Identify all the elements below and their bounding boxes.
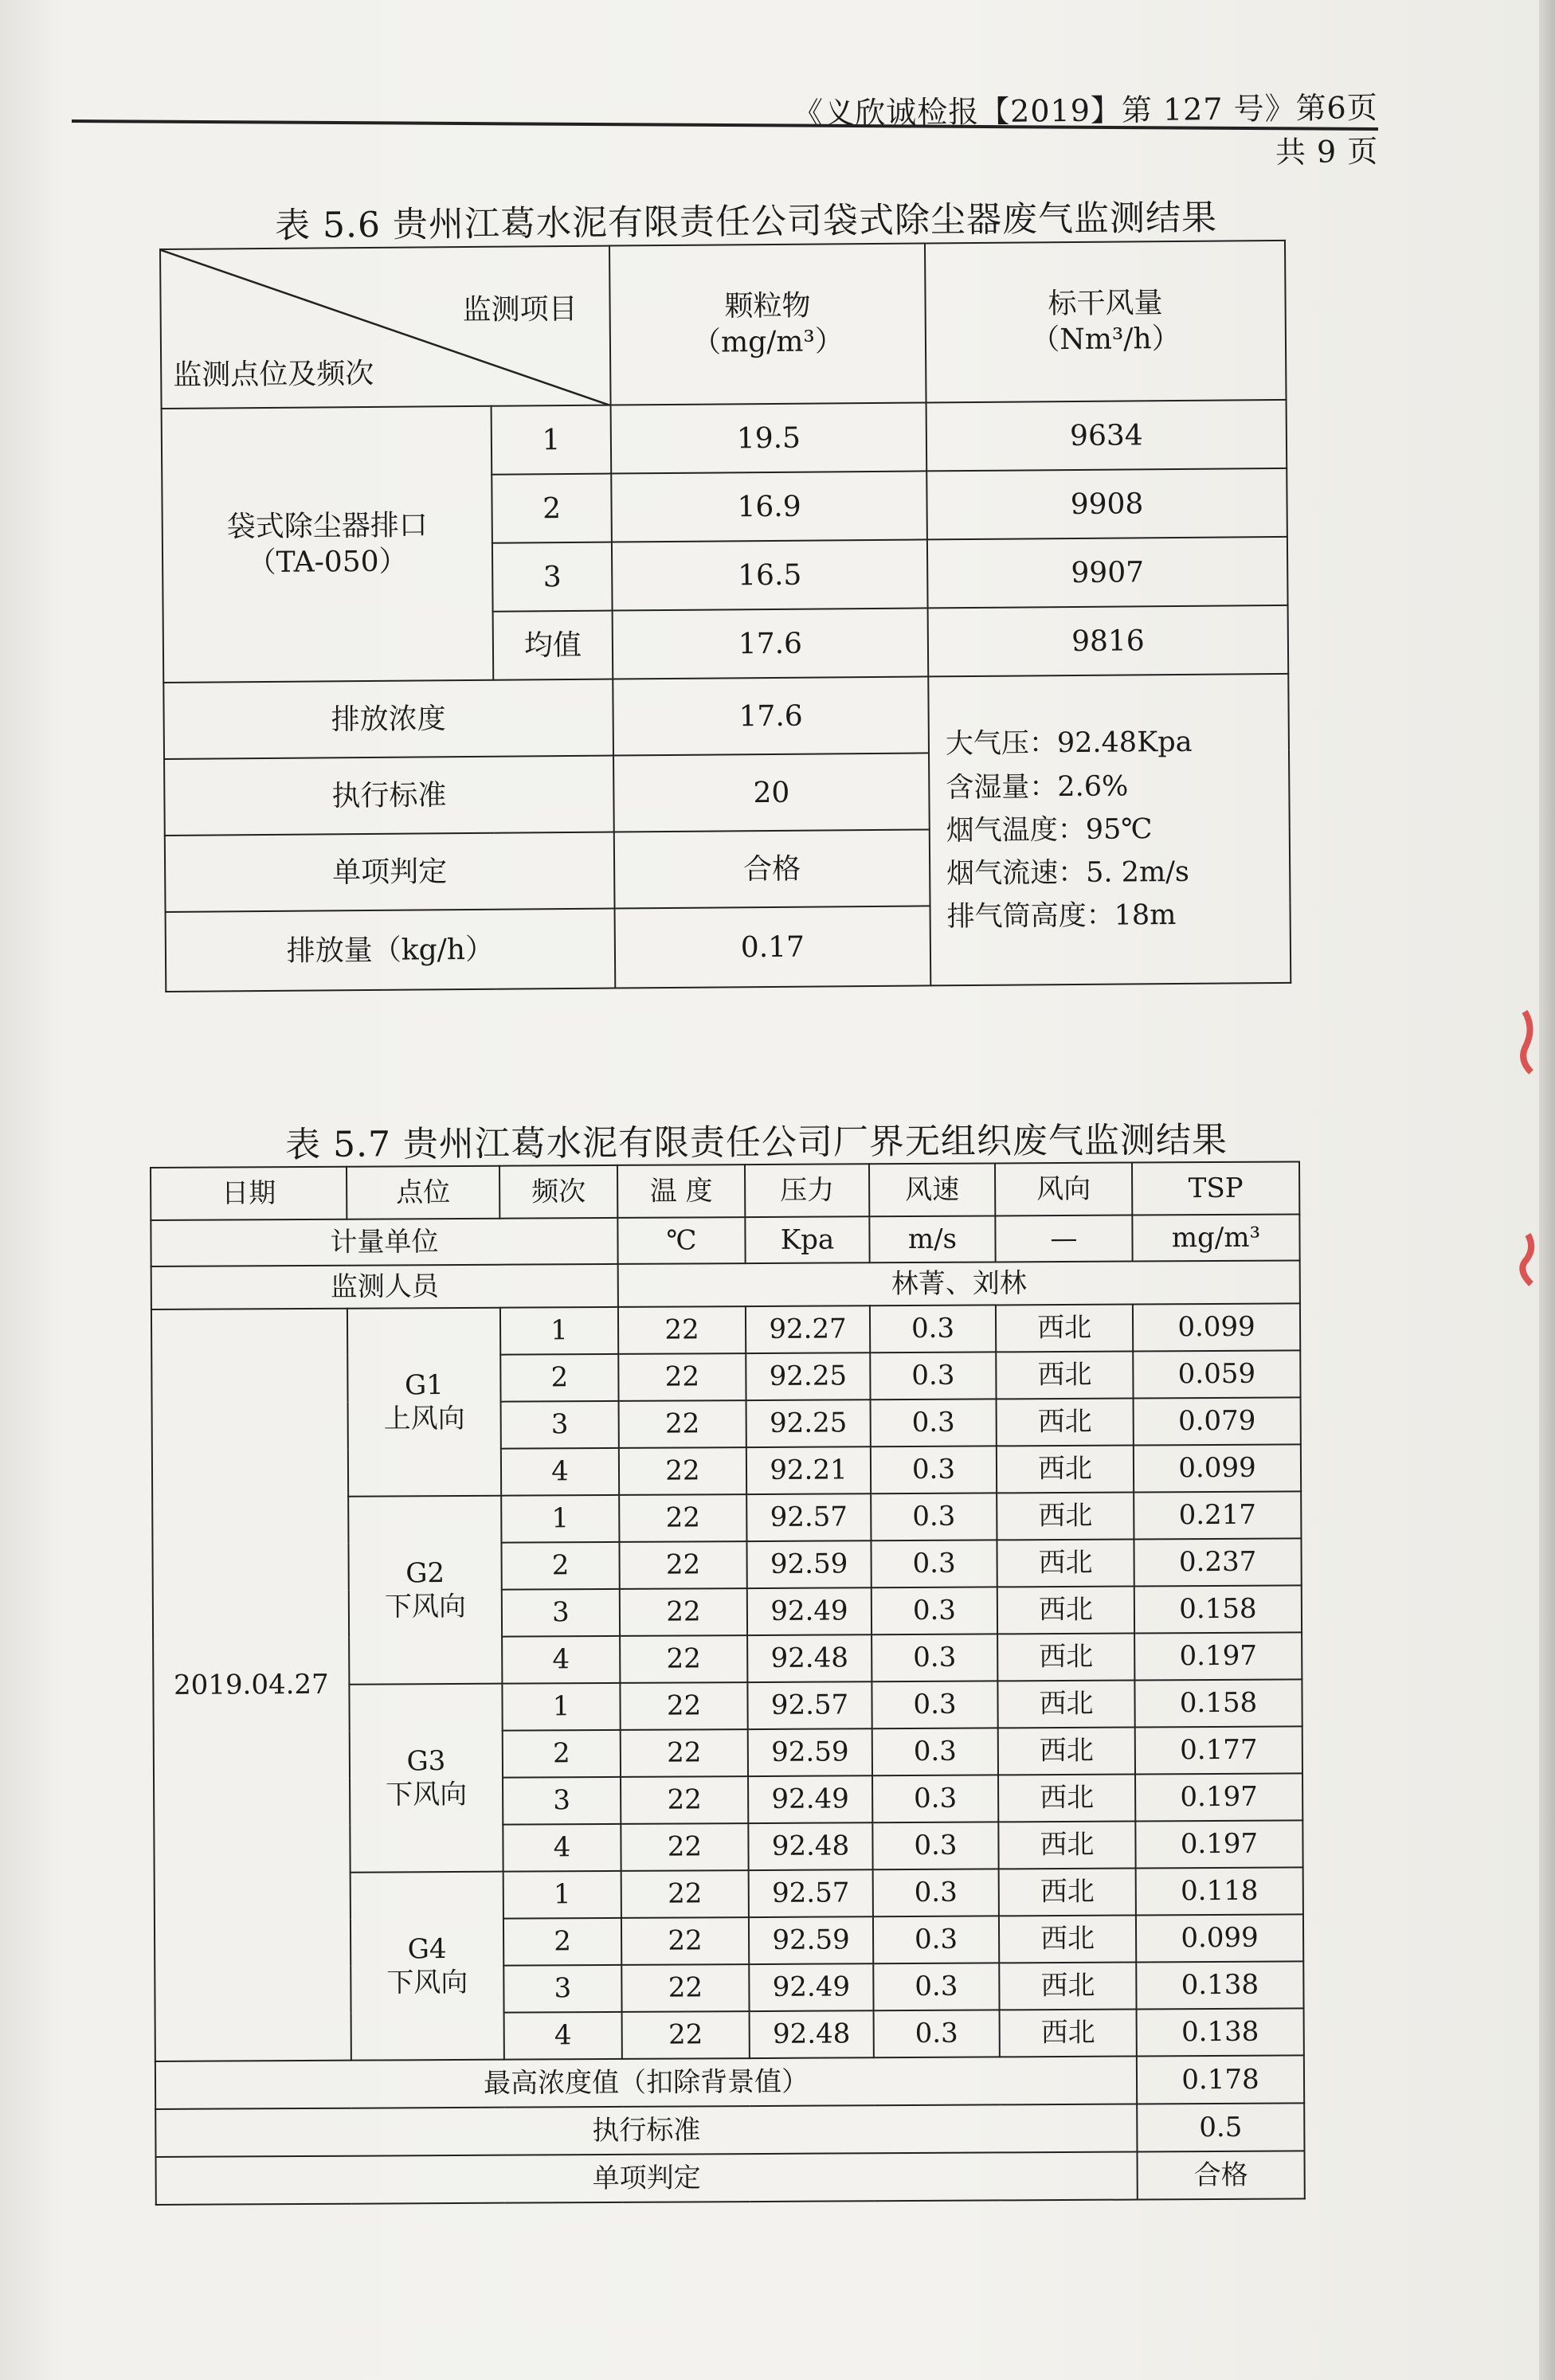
col-header-particulate-unit: （mg/m³）	[691, 325, 844, 359]
pressure-cell: 92.57	[747, 1681, 872, 1729]
freq-cell: 3	[503, 1777, 621, 1825]
temperature-cell: 22	[621, 1964, 749, 2012]
flow-cell: 9816	[928, 605, 1289, 677]
tsp-cell: 0.079	[1134, 1397, 1301, 1445]
temperature-cell: 22	[619, 1494, 746, 1542]
temperature-cell: 22	[622, 2011, 750, 2059]
wind-direction-cell: 西北	[997, 1493, 1134, 1540]
pressure-cell: 92.25	[746, 1352, 870, 1400]
unit-wind-speed: m/s	[869, 1215, 995, 1262]
freq-cell: 4	[502, 1636, 620, 1684]
temperature-cell: 22	[620, 1682, 747, 1730]
freq-cell: 2	[500, 1354, 618, 1402]
header-temperature: 温 度	[617, 1165, 745, 1218]
pressure-cell: 92.27	[746, 1305, 870, 1353]
point-code: G4	[407, 1932, 447, 1965]
point-cell	[347, 1308, 501, 1497]
freq-cell: 4	[501, 1448, 619, 1496]
standard-label: 执行标准	[155, 2104, 1137, 2157]
tsp-cell: 0.217	[1134, 1491, 1301, 1539]
wind-speed-cell: 0.3	[874, 2010, 1000, 2057]
freq-cell: 2	[503, 1730, 621, 1778]
baghouse-results-table	[159, 240, 1291, 992]
freq-cell: 3	[502, 1589, 620, 1637]
particulate-cell: 16.5	[612, 539, 928, 610]
unit-wind-direction: —	[995, 1215, 1132, 1262]
temperature-cell: 22	[621, 1823, 748, 1871]
corner-label-items: 监测项目	[462, 292, 578, 327]
max-concentration-label: 最高浓度值（扣除背景值）	[155, 2057, 1137, 2109]
note-gas-temperature: 烟气温度：95℃	[946, 813, 1153, 847]
point-direction: 下风向	[384, 1590, 467, 1623]
wind-speed-cell: 0.3	[870, 1305, 996, 1352]
freq-cell: 1	[503, 1871, 621, 1919]
freq-cell: 2	[503, 1918, 621, 1966]
pressure-cell: 92.59	[749, 1916, 873, 1964]
red-seal-fragment	[1509, 996, 1539, 1330]
flow-cell: 9634	[926, 400, 1287, 472]
point-cell	[349, 1684, 503, 1873]
header-wind-direction: 风向	[995, 1163, 1132, 1216]
table-row	[151, 1303, 1300, 1356]
wind-direction-cell: 西北	[997, 1540, 1134, 1587]
unit-tsp: mg/m³	[1132, 1214, 1299, 1261]
staff-label: 监测人员	[151, 1264, 618, 1309]
particulate-cell: 16.9	[611, 471, 927, 542]
summary-label: 排放浓度	[163, 679, 613, 759]
temperature-cell: 22	[618, 1306, 746, 1354]
col-header-flow-name: 标干风量	[1048, 287, 1163, 321]
freq-cell: 3	[492, 542, 613, 612]
pressure-cell: 92.57	[749, 1869, 873, 1917]
wind-speed-cell: 0.3	[872, 1634, 997, 1681]
judgement-label: 单项判定	[156, 2152, 1138, 2205]
summary-value: 合格	[614, 829, 930, 908]
note-pressure: 大气压：92.48Kpa	[945, 726, 1193, 761]
measurement-rows	[151, 1303, 1304, 2061]
wind-speed-cell: 0.3	[873, 1869, 999, 1916]
point-cell	[351, 1872, 504, 2061]
wind-direction-cell: 西北	[999, 1869, 1136, 1916]
wind-direction-cell: 西北	[997, 1634, 1134, 1681]
point-code: G2	[405, 1556, 445, 1589]
point-direction: 上风向	[383, 1402, 465, 1435]
wind-direction-cell: 西北	[998, 1775, 1135, 1822]
temperature-cell: 22	[620, 1635, 747, 1683]
conditions-notes	[928, 674, 1291, 986]
freq-cell: 1	[500, 1307, 618, 1355]
header-pressure: 压力	[745, 1164, 869, 1217]
temperature-cell: 22	[621, 1917, 749, 1965]
point-code: G3	[406, 1744, 446, 1777]
judgement-value: 合格	[1137, 2151, 1304, 2199]
tsp-cell: 0.237	[1134, 1538, 1301, 1586]
diagonal-header-cell	[160, 246, 611, 409]
temperature-cell: 22	[621, 1870, 749, 1918]
pressure-cell: 92.49	[747, 1587, 872, 1635]
report-header: 《义欣诚检报【2019】第 127 号》第6页共 9 页	[792, 89, 1379, 170]
wind-speed-cell: 0.3	[872, 1775, 998, 1822]
wind-speed-cell: 0.3	[870, 1352, 996, 1399]
freq-cell: 1	[502, 1683, 620, 1731]
header-date: 日期	[151, 1167, 347, 1220]
header-point: 点位	[347, 1166, 499, 1219]
max-concentration-value: 0.178	[1137, 2055, 1304, 2104]
summary-value: 20	[613, 753, 930, 832]
unit-pressure: Kpa	[745, 1216, 869, 1263]
freq-cell: 1	[492, 405, 612, 475]
summary-label: 排放量（kg/h）	[166, 909, 616, 992]
pressure-cell: 92.48	[750, 2010, 874, 2058]
summary-label: 执行标准	[164, 756, 614, 836]
point-code: G1	[404, 1368, 444, 1401]
wind-speed-cell: 0.3	[873, 1963, 999, 2010]
freq-cell: 2	[492, 474, 612, 543]
wind-direction-cell: 西北	[997, 1681, 1134, 1728]
tsp-cell: 0.158	[1134, 1679, 1302, 1727]
particulate-cell: 17.6	[613, 608, 929, 679]
wind-direction-cell: 西北	[997, 1446, 1134, 1493]
freq-cell: 4	[504, 2012, 622, 2060]
unit-temperature: ℃	[617, 1217, 745, 1264]
point-direction: 下风向	[386, 1966, 468, 1999]
tsp-cell: 0.118	[1136, 1867, 1303, 1915]
pressure-cell: 92.48	[748, 1822, 872, 1870]
wind-speed-cell: 0.3	[871, 1540, 997, 1587]
pressure-cell: 92.49	[749, 1963, 873, 2011]
tsp-cell: 0.099	[1133, 1303, 1300, 1351]
freq-cell: 均值	[493, 611, 613, 680]
wind-speed-cell: 0.3	[872, 1587, 997, 1634]
point-direction: 下风向	[386, 1778, 468, 1811]
tsp-cell: 0.197	[1135, 1820, 1302, 1868]
note-gas-velocity: 烟气流速：5. 2m/s	[946, 855, 1190, 891]
temperature-cell: 22	[619, 1400, 746, 1448]
fugitive-emission-table	[150, 1161, 1306, 2206]
freq-cell: 3	[503, 1965, 621, 2013]
location-name: 袋式除尘器排口	[226, 509, 428, 544]
col-header-particulate-name: 颗粒物	[724, 289, 811, 323]
page-edge-shadow	[1539, 0, 1555, 2380]
units-label: 计量单位	[151, 1218, 617, 1266]
corner-label-points: 监测点位及频次	[173, 357, 374, 392]
standard-value: 0.5	[1137, 2103, 1304, 2151]
freq-cell: 1	[501, 1495, 619, 1543]
flow-cell: 9908	[926, 468, 1287, 540]
wind-speed-cell: 0.3	[871, 1446, 997, 1493]
wind-direction-cell: 西北	[996, 1305, 1133, 1352]
wind-direction-cell: 西北	[996, 1352, 1133, 1399]
freq-cell: 2	[501, 1542, 619, 1590]
pressure-cell: 92.48	[747, 1634, 872, 1682]
location-code: （TA-050）	[247, 545, 408, 580]
wind-direction-cell: 西北	[999, 1963, 1136, 2010]
col-header-flow-unit: （Nm³/h）	[1031, 322, 1181, 357]
pressure-cell: 92.21	[746, 1446, 871, 1494]
temperature-cell: 22	[621, 1776, 748, 1824]
location-cell	[162, 406, 494, 683]
summary-label: 单项判定	[165, 832, 615, 912]
pressure-cell: 92.57	[746, 1493, 871, 1541]
wind-speed-cell: 0.3	[872, 1728, 998, 1775]
wind-direction-cell: 西北	[997, 1587, 1134, 1634]
particulate-cell: 19.5	[611, 402, 927, 473]
header-freq: 频次	[499, 1165, 617, 1219]
tsp-cell: 0.197	[1135, 1773, 1302, 1821]
summary-value: 0.17	[615, 906, 931, 988]
temperature-cell: 22	[619, 1541, 746, 1589]
wind-speed-cell: 0.3	[872, 1681, 997, 1728]
temperature-cell: 22	[619, 1447, 746, 1495]
point-cell	[348, 1496, 502, 1685]
col-header-particulate	[609, 243, 926, 405]
temperature-cell: 22	[621, 1729, 748, 1777]
header-wind-speed: 风速	[869, 1163, 995, 1216]
date-cell: 2019.04.27	[151, 1309, 351, 2061]
wind-direction-cell: 西北	[999, 1916, 1136, 1963]
summary-value: 17.6	[613, 676, 929, 755]
wind-direction-cell: 西北	[1000, 2010, 1137, 2057]
temperature-cell: 22	[620, 1588, 747, 1636]
tsp-cell: 0.197	[1134, 1632, 1302, 1680]
staff-value: 林菁、刘林	[618, 1260, 1300, 1306]
pressure-cell: 92.59	[748, 1728, 872, 1776]
wind-speed-cell: 0.3	[873, 1916, 999, 1963]
pressure-cell: 92.25	[746, 1399, 871, 1447]
table1-caption: 表 5.6 贵州江葛水泥有限责任公司袋式除尘器废气监测结果	[274, 197, 1218, 247]
col-header-flow	[925, 241, 1287, 403]
tsp-cell: 0.059	[1133, 1350, 1300, 1398]
pressure-cell: 92.49	[748, 1775, 872, 1823]
wind-speed-cell: 0.3	[871, 1399, 997, 1446]
note-stack-height: 排气筒高度：18m	[946, 899, 1177, 934]
tsp-cell: 0.099	[1134, 1444, 1301, 1492]
tsp-cell: 0.138	[1137, 2008, 1304, 2056]
freq-cell: 4	[503, 1824, 621, 1872]
wind-speed-cell: 0.3	[872, 1822, 998, 1869]
freq-cell: 3	[501, 1401, 619, 1449]
flow-cell: 9907	[927, 537, 1288, 609]
tsp-cell: 0.138	[1136, 1961, 1303, 2009]
wind-direction-cell: 西北	[998, 1822, 1135, 1869]
pressure-cell: 92.59	[746, 1540, 871, 1588]
table2-caption: 表 5.7 贵州江葛水泥有限责任公司厂界无组织废气监测结果	[284, 1119, 1228, 1166]
note-humidity: 含湿量：2.6%	[946, 770, 1129, 804]
tsp-cell: 0.177	[1135, 1726, 1302, 1774]
header-tsp: TSP	[1132, 1161, 1299, 1215]
wind-direction-cell: 西北	[997, 1399, 1134, 1446]
tsp-cell: 0.099	[1136, 1914, 1303, 1962]
tsp-cell: 0.158	[1134, 1585, 1302, 1633]
wind-speed-cell: 0.3	[871, 1493, 997, 1540]
wind-direction-cell: 西北	[998, 1728, 1135, 1775]
temperature-cell: 22	[618, 1353, 746, 1401]
